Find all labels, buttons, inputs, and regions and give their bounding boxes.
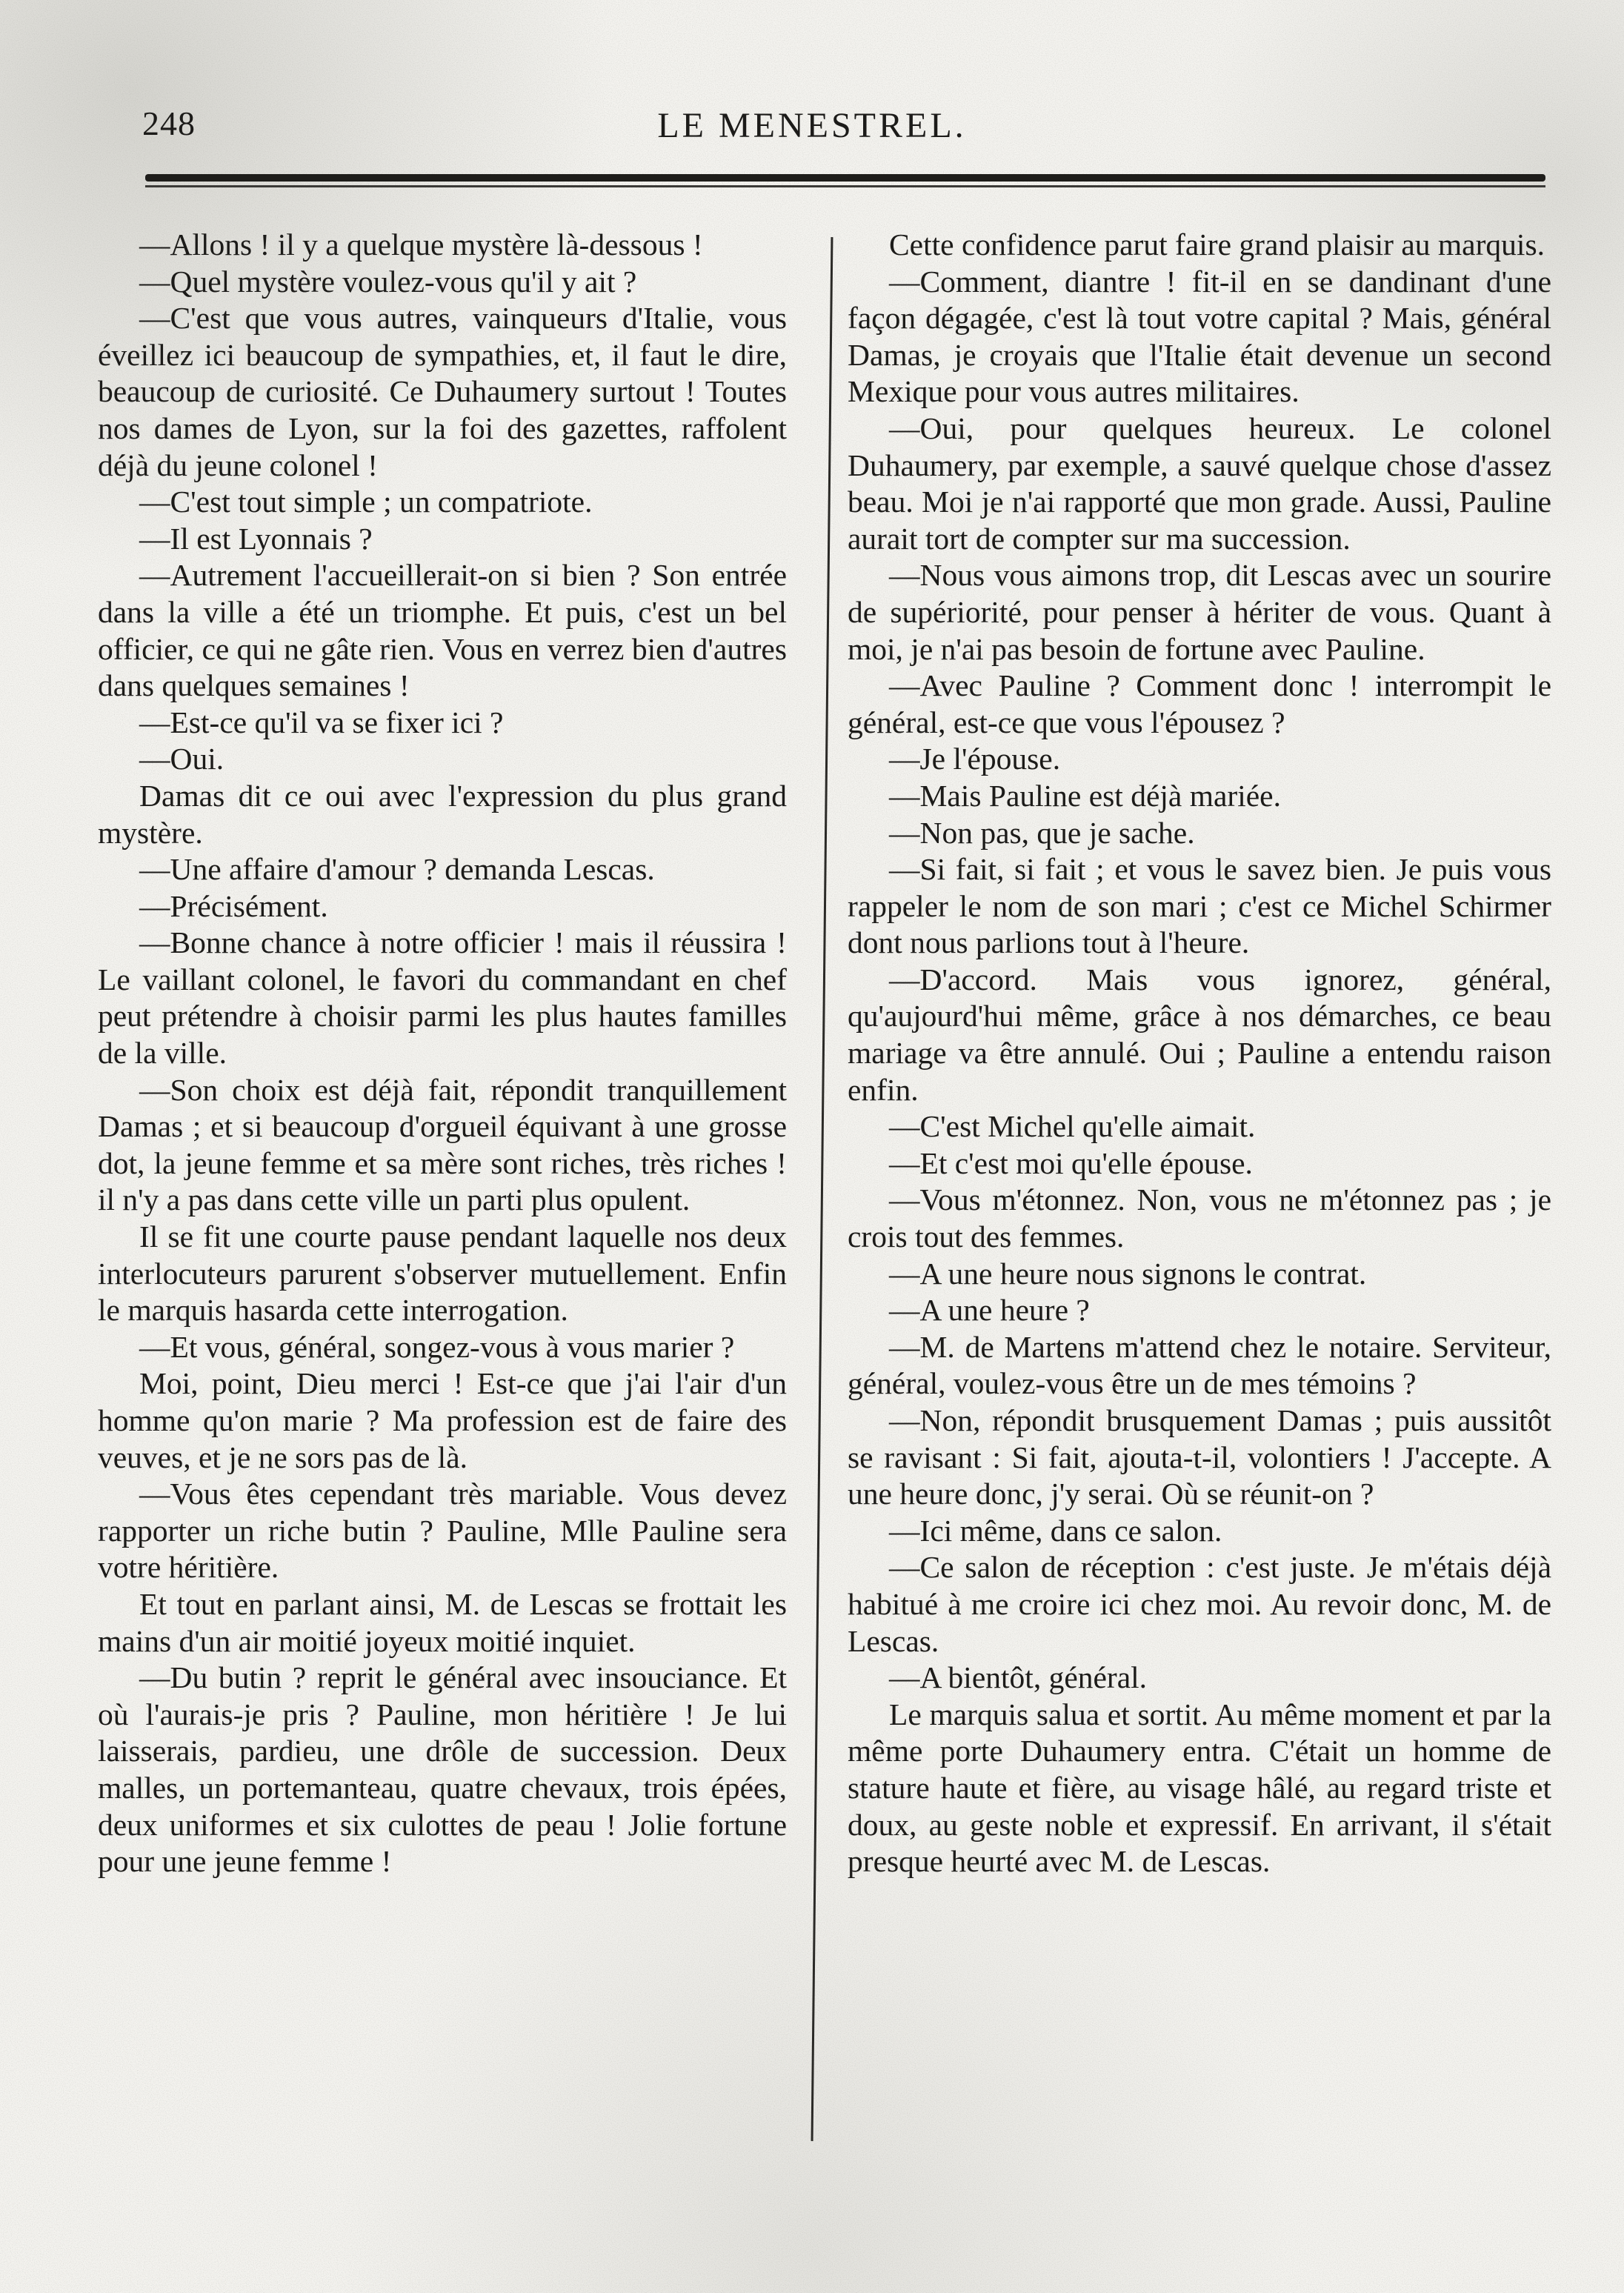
paragraph: —Vous m'étonnez. Non, vous ne m'étonnez pas ; je crois tout des femmes. bbox=[848, 1182, 1551, 1254]
paragraph: —Non pas, que je sache. bbox=[889, 815, 1195, 850]
paragraph: —Une affaire d'amour ? demanda Lescas. bbox=[139, 852, 655, 887]
paragraph: —Ici même, dans ce salon. bbox=[889, 1513, 1222, 1548]
paragraph: —C'est tout simple ; un compatriote. bbox=[139, 485, 593, 519]
paragraph: —Quel mystère voulez-vous qu'il y ait ? bbox=[139, 264, 637, 299]
paragraph: Moi, point, Dieu merci ! Est-ce que j'ai l'air d'un homme qu'on marie ? Ma profession est de faire des veuves, et je ne sors pas de là. bbox=[98, 1366, 787, 1474]
paragraph: —Est-ce qu'il va se fixer ici ? bbox=[139, 705, 504, 739]
paragraph: Damas dit ce oui avec l'expression du plus grand mystère. bbox=[98, 778, 787, 850]
right-text-column bbox=[848, 227, 1551, 1880]
paragraph: —Précisément. bbox=[139, 888, 328, 923]
paragraph: —Si fait, si fait ; et vous le savez bien. Je puis vous rappeler le nom de son mari ; c'est ce Michel Schirmer dont nous parlions tout à l'heure. bbox=[848, 852, 1551, 960]
paragraph: Il se fit une courte pause pendant laquelle nos deux interlocuteurs parurent s'observer mutuellement. Enfin le marquis hasarda cette interrogation. bbox=[98, 1219, 787, 1328]
paragraph: Et tout en parlant ainsi, M. de Lescas se frottait les mains d'un air moitié joyeux moitié inquiet. bbox=[98, 1586, 787, 1658]
paragraph: —Il est Lyonnais ? bbox=[139, 521, 373, 556]
paragraph: Cette confidence parut faire grand plaisir au marquis. bbox=[889, 227, 1545, 262]
paragraph: —Non, répondit brusquement Damas ; puis aussitôt se ravisant : Si fait, ajouta-t-il, volontiers ! J'accepte. A une heure donc, j'y serai. Où se réunit-on ? bbox=[848, 1403, 1551, 1511]
paragraph: —Oui, pour quelques heureux. Le colonel Duhaumery, par exemple, a sauvé quelque chose d'assez beau. Moi je n'ai rapporté que mon grade. Aussi, Pauline aurait tort de compter sur ma succession. bbox=[848, 410, 1551, 556]
paragraph: —Oui. bbox=[139, 742, 224, 776]
paragraph: —Ce salon de réception : c'est juste. Je m'étais déjà habitué à me croire ici chez moi. Au revoir donc, M. de Lescas. bbox=[848, 1550, 1551, 1658]
paragraph: —D'accord. Mais vous ignorez, général, qu'aujourd'hui même, grâce à nos démarches, ce beau mariage va être annulé. Oui ; Pauline a entendu raison enfin. bbox=[848, 962, 1551, 1107]
paragraph: —A une heure ? bbox=[889, 1293, 1090, 1328]
paragraph: —Et vous, général, songez-vous à vous marier ? bbox=[139, 1329, 735, 1364]
page-number: 248 bbox=[142, 104, 196, 142]
paragraph: —C'est que vous autres, vainqueurs d'Italie, vous éveillez ici beaucoup de sympathies, et, il faut le dire, beaucoup de curiosité. Ce Duhaumery surtout ! Toutes nos dames de Lyon, sur la foi des gazettes, raffolent déjà du jeune colonel ! bbox=[98, 301, 787, 482]
running-title: LE MENESTREL. bbox=[657, 106, 967, 145]
paragraph: —Comment, diantre ! fit-il en se dandinant d'une façon dégagée, c'est là tout votre capital ? Mais, général Damas, je croyais que l'Italie était devenue un second Mexique pour vous autres militaires. bbox=[848, 264, 1551, 409]
column-divider bbox=[811, 237, 833, 2141]
paragraph: —Bonne chance à notre officier ! mais il réussira ! Le vaillant colonel, le favori du commandant en chef peut prétendre à choisir parmi les plus hautes familles de la ville. bbox=[98, 925, 787, 1071]
paragraph: —A bientôt, général. bbox=[889, 1660, 1148, 1695]
paragraph: —Autrement l'accueillerait-on si bien ? Son entrée dans la ville a été un triomphe. Et puis, c'est un bel officier, ce qui ne gâte rien. Vous en verrez bien d'autres dans quelques semaines ! bbox=[98, 558, 787, 703]
paragraph: —Nous vous aimons trop, dit Lescas avec un sourire de supériorité, pour penser à hériter de vous. Quant à moi, je n'ai pas besoin de fortune avec Pauline. bbox=[848, 558, 1551, 666]
paragraph: —Mais Pauline est déjà mariée. bbox=[889, 778, 1281, 813]
paragraph: —Allons ! il y a quelque mystère là-dessous ! bbox=[139, 227, 703, 262]
paragraph: —Vous êtes cependant très mariable. Vous devez rapporter un riche butin ? Pauline, Mlle Pauline sera votre héritière. bbox=[98, 1477, 787, 1585]
header-rule-thin bbox=[145, 185, 1545, 187]
paragraph: —Je l'épouse. bbox=[889, 742, 1061, 776]
header-rule bbox=[145, 174, 1545, 182]
paragraph: —Et c'est moi qu'elle épouse. bbox=[889, 1145, 1253, 1180]
paragraph: —M. de Martens m'attend chez le notaire. Serviteur, général, voulez-vous être un de mes témoins ? bbox=[848, 1329, 1551, 1401]
paragraph: —A une heure nous signons le contrat. bbox=[889, 1256, 1367, 1291]
left-text-column bbox=[98, 227, 787, 1880]
paragraph: —Du butin ? reprit le général avec insouciance. Et où l'aurais-je pris ? Pauline, mon héritière ! Je lui laisserais, pardieu, une drôle de succession. Deux malles, un portemanteau, quatre chevaux, trois épées, deux uniformes et six culottes de peau ! Jolie fortune pour une jeune femme ! bbox=[98, 1660, 787, 1879]
paragraph: —C'est Michel qu'elle aimait. bbox=[889, 1109, 1256, 1144]
paragraph: —Son choix est déjà fait, répondit tranquillement Damas ; et si beaucoup d'orgueil équivant à une grosse dot, la jeune femme et sa mère sont riches, très riches ! il n'y a pas dans cette ville un parti plus opulent. bbox=[98, 1072, 787, 1217]
paragraph: —Avec Pauline ? Comment donc ! interrompit le général, est-ce que vous l'épousez ? bbox=[848, 668, 1551, 739]
paragraph: Le marquis salua et sortit. Au même moment et par la même porte Duhaumery entra. C'était un homme de stature haute et fière, au visage hâlé, au regard triste et doux, au geste noble et expressif. En arrivant, il s'était presque heurté avec M. de Lescas. bbox=[848, 1697, 1551, 1879]
